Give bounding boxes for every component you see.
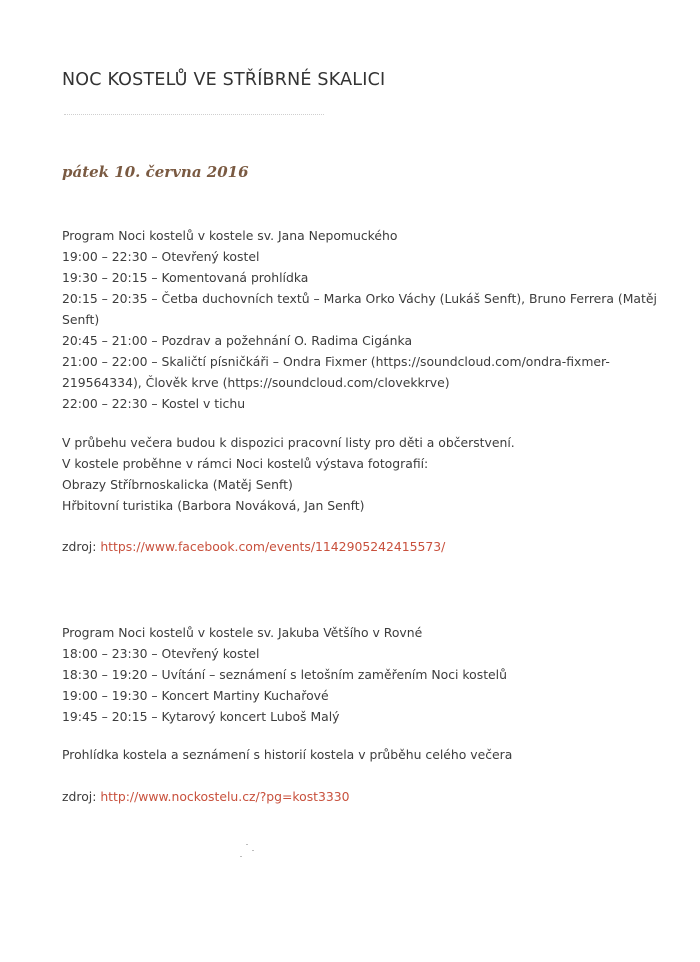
program-item: 22:00 – 22:30 – Kostel v tichu: [62, 396, 246, 411]
source-label: zdroj:: [62, 789, 101, 804]
program-item: 19:00 – 19:30 – Koncert Martiny Kuchařové: [62, 688, 329, 703]
section-heading: Program Noci kostelů v kostele sv. Jana Nepomuckého: [62, 228, 398, 243]
section-jan-nepomucky: [62, 225, 672, 414]
title-divider: [64, 114, 324, 116]
program-item: 19:30 – 20:15 – Komentovaná prohlídka: [62, 270, 309, 285]
program-item: 18:30 – 19:20 – Uvítání – seznámení s letošním zaměřením Noci kostelů: [62, 667, 507, 682]
program-item: 19:00 – 22:30 – Otevřený kostel: [62, 249, 260, 264]
program-item: 19:45 – 20:15 – Kytarový koncert Luboš Malý: [62, 709, 340, 724]
section-jakub-notes: [62, 744, 672, 765]
page-title: NOC KOSTELŮ VE STŘÍBRNÉ SKALICI: [62, 70, 386, 90]
program-item: 21:00 – 22:00 – Skaličtí písničkáři – Ondra Fixmer (https://soundcloud.com/ondra-fixmer-219564334), Člověk krve (https://soundcloud.com/clovekkrve): [62, 354, 610, 390]
section-jan-source: [62, 536, 672, 557]
source-link[interactable]: https://www.facebook.com/events/1142905242415573/: [100, 539, 446, 554]
scan-speck: [246, 844, 248, 845]
note-line: Obrazy Stříbrnoskalicka (Matěj Senft): [62, 477, 293, 492]
source-link[interactable]: http://www.nockostelu.cz/?pg=kost3330: [100, 789, 350, 804]
program-item: 20:45 – 21:00 – Pozdrav a požehnání O. Radima Cigánka: [62, 333, 413, 348]
event-date: pátek 10. června 2016: [62, 163, 249, 181]
section-jakub-source: [62, 786, 672, 807]
section-heading: Program Noci kostelů v kostele sv. Jakuba Většího v Rovné: [62, 625, 423, 640]
source-line: [62, 536, 672, 557]
section-jan-notes: [62, 432, 672, 516]
note-line: V kostele proběhne v rámci Noci kostelů výstava fotografií:: [62, 456, 429, 471]
scan-speck: [240, 856, 242, 857]
note-line: Hřbitovní turistika (Barbora Nováková, Jan Senft): [62, 498, 365, 513]
program-item: 18:00 – 23:30 – Otevřený kostel: [62, 646, 260, 661]
section-jakub: [62, 622, 672, 727]
scan-speck: [252, 850, 254, 851]
source-label: zdroj:: [62, 539, 101, 554]
note-line: Prohlídka kostela a seznámení s historií kostela v průběhu celého večera: [62, 747, 513, 762]
note-line: V průbehu večera budou k dispozici pracovní listy pro děti a občerstvení.: [62, 435, 515, 450]
program-item: 20:15 – 20:35 – Četba duchovních textů – Marka Orko Váchy (Lukáš Senft), Bruno Ferrera (Matěj Senft): [62, 291, 657, 327]
source-line: [62, 786, 672, 807]
